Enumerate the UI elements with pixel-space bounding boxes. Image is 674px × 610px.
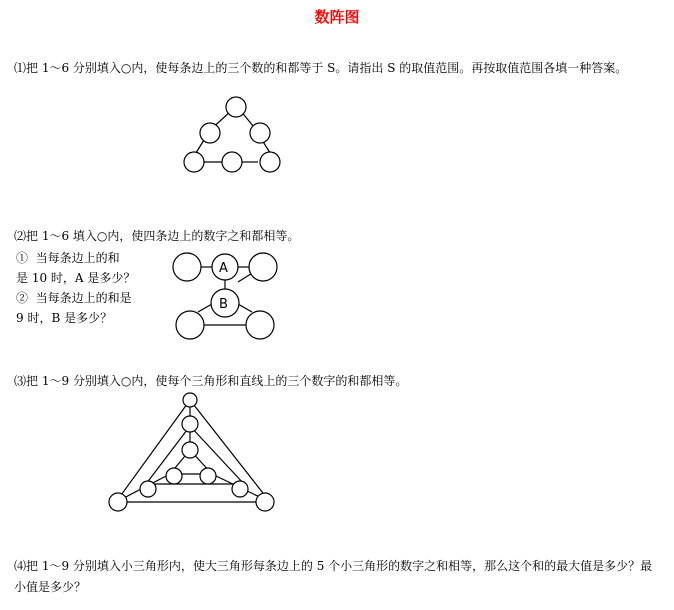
- circle-node: [176, 311, 204, 339]
- circle-node: [246, 311, 274, 339]
- sub-2-line-1: 当每条边上的和是: [35, 291, 132, 305]
- problem-4-text: ⑷把 1～9 分别填入小三角形内，使大三角形每条边上的 5 个小三角形的数字之和相等，那么这个和的最大值是多少？最小值是多少？: [14, 559, 653, 594]
- sub-1-line-1: 当每条边上的和: [35, 251, 120, 265]
- problem-3-text: ⑶把 1～9 分别填入○内，使每个三角形和直线上的三个数字的和都相等。: [14, 374, 408, 388]
- sub-2-line-2: 9 时，B 是多少？: [16, 311, 113, 325]
- sub-1-line-2: 是 10 时，A 是多少？: [16, 271, 136, 285]
- circled-marker: ①: [16, 251, 29, 265]
- nested-triangle-diagram: [108, 392, 278, 516]
- label-a: A: [219, 261, 228, 276]
- circled-marker: ②: [16, 291, 29, 305]
- page-title: 数阵图: [314, 8, 360, 26]
- problem-2-sub-1: [16, 248, 120, 268]
- ab-square-diagram: [172, 252, 282, 342]
- circle-node: [182, 416, 198, 432]
- problem-1-text: ⑴把 1～6 分别填入○内，使每条边上的三个数的和都等于 S。请指出 S 的取值范围。再按取值范围各填一种答案。: [14, 61, 628, 75]
- circle-node: [166, 468, 182, 484]
- label-b: B: [219, 297, 228, 312]
- circle-node: [200, 123, 220, 143]
- circle-node: [232, 481, 248, 497]
- problem-2-sub-2: [16, 288, 132, 308]
- circle-node: [140, 481, 156, 497]
- circle-node: [249, 253, 277, 281]
- circle-node: [184, 152, 204, 172]
- circle-node: [222, 152, 242, 172]
- circle-node: [173, 253, 201, 281]
- problem-2-text: ⑵把 1～6 填入○内，使四条边上的数字之和都相等。: [14, 229, 300, 243]
- circle-node: [200, 468, 216, 484]
- triangle-circle-diagram: [180, 96, 290, 176]
- circle-node: [182, 442, 198, 458]
- circle-node: [109, 493, 127, 511]
- circle-node: [250, 123, 270, 143]
- circle-node: [260, 152, 280, 172]
- circle-node: [226, 97, 246, 117]
- circle-node: [256, 493, 274, 511]
- circle-node: [183, 393, 197, 407]
